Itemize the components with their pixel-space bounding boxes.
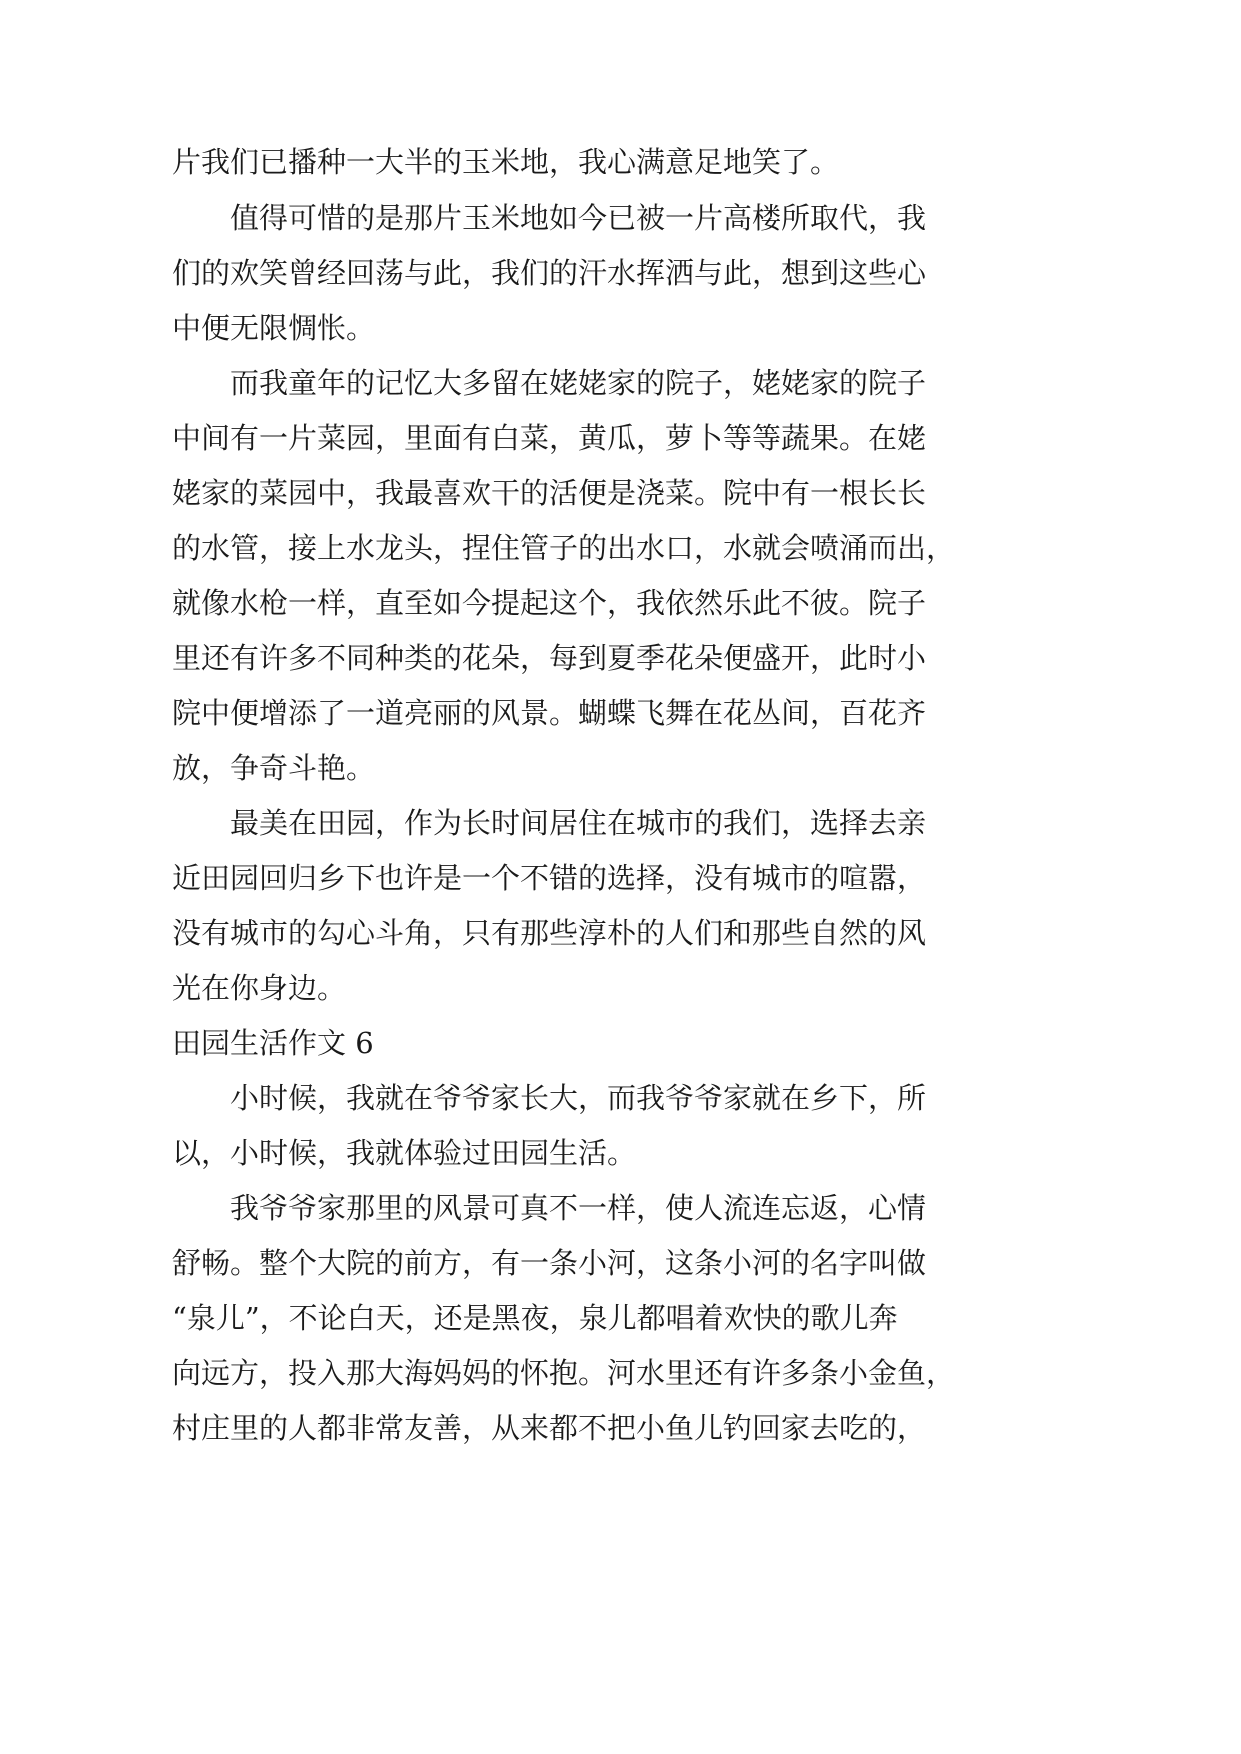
text-line: 里还有许多不同种类的花朵，每到夏季花朵便盛开，此时小	[172, 641, 927, 675]
text-line: 们的欢笑曾经回荡与此，我们的汗水挥洒与此，想到这些心	[172, 256, 927, 290]
text-line: 光在你身边。	[172, 971, 347, 1005]
text-line: 舒畅。整个大院的前方，有一条小河，这条小河的名字叫做	[172, 1246, 927, 1280]
text-line: 值得可惜的是那片玉米地如今已被一片高楼所取代，我	[230, 201, 927, 235]
text-line: “泉儿”，不论白天，还是黑夜，泉儿都唱着欢快的歌儿奔	[172, 1301, 898, 1335]
text-line: 没有城市的勾心斗角，只有那些淳朴的人们和那些自然的风	[172, 916, 927, 950]
text-line: 以，小时候，我就体验过田园生活。	[172, 1136, 637, 1170]
text-line: 院中便增添了一道亮丽的风景。蝴蝶飞舞在花丛间，百花齐	[172, 696, 927, 730]
text-line: 中间有一片菜园，里面有白菜，黄瓜，萝卜等等蔬果。在姥	[172, 421, 927, 455]
text-line: 近田园回归乡下也许是一个不错的选择，没有城市的喧嚣，	[172, 861, 927, 895]
text-line: 姥家的菜园中，我最喜欢干的活便是浇菜。院中有一根长长	[172, 476, 927, 510]
text-line: 最美在田园，作为长时间居住在城市的我们，选择去亲	[230, 806, 927, 840]
text-line: 中便无限惆怅。	[172, 311, 376, 345]
text-line: 就像水枪一样，直至如今提起这个，我依然乐此不彼。院子	[172, 586, 927, 620]
text-line: 向远方，投入那大海妈妈的怀抱。河水里还有许多条小金鱼，	[172, 1356, 956, 1390]
text-line: 村庄里的人都非常友善，从来都不把小鱼儿钓回家去吃的，	[172, 1411, 927, 1445]
text-line: 小时候，我就在爷爷家长大，而我爷爷家就在乡下，所	[230, 1081, 927, 1115]
text-line: 我爷爷家那里的风景可真不一样，使人流连忘返，心情	[230, 1191, 927, 1225]
text-line: 而我童年的记忆大多留在姥姥家的院子，姥姥家的院子	[230, 366, 927, 400]
section-heading: 田园生活作文 6	[172, 1026, 374, 1060]
text-line: 片我们已播种一大半的玉米地，我心满意足地笑了。	[172, 145, 840, 179]
text-line: 的水管，接上水龙头，捏住管子的出水口，水就会喷涌而出，	[172, 531, 956, 565]
text-line: 放，争奇斗艳。	[172, 751, 376, 785]
